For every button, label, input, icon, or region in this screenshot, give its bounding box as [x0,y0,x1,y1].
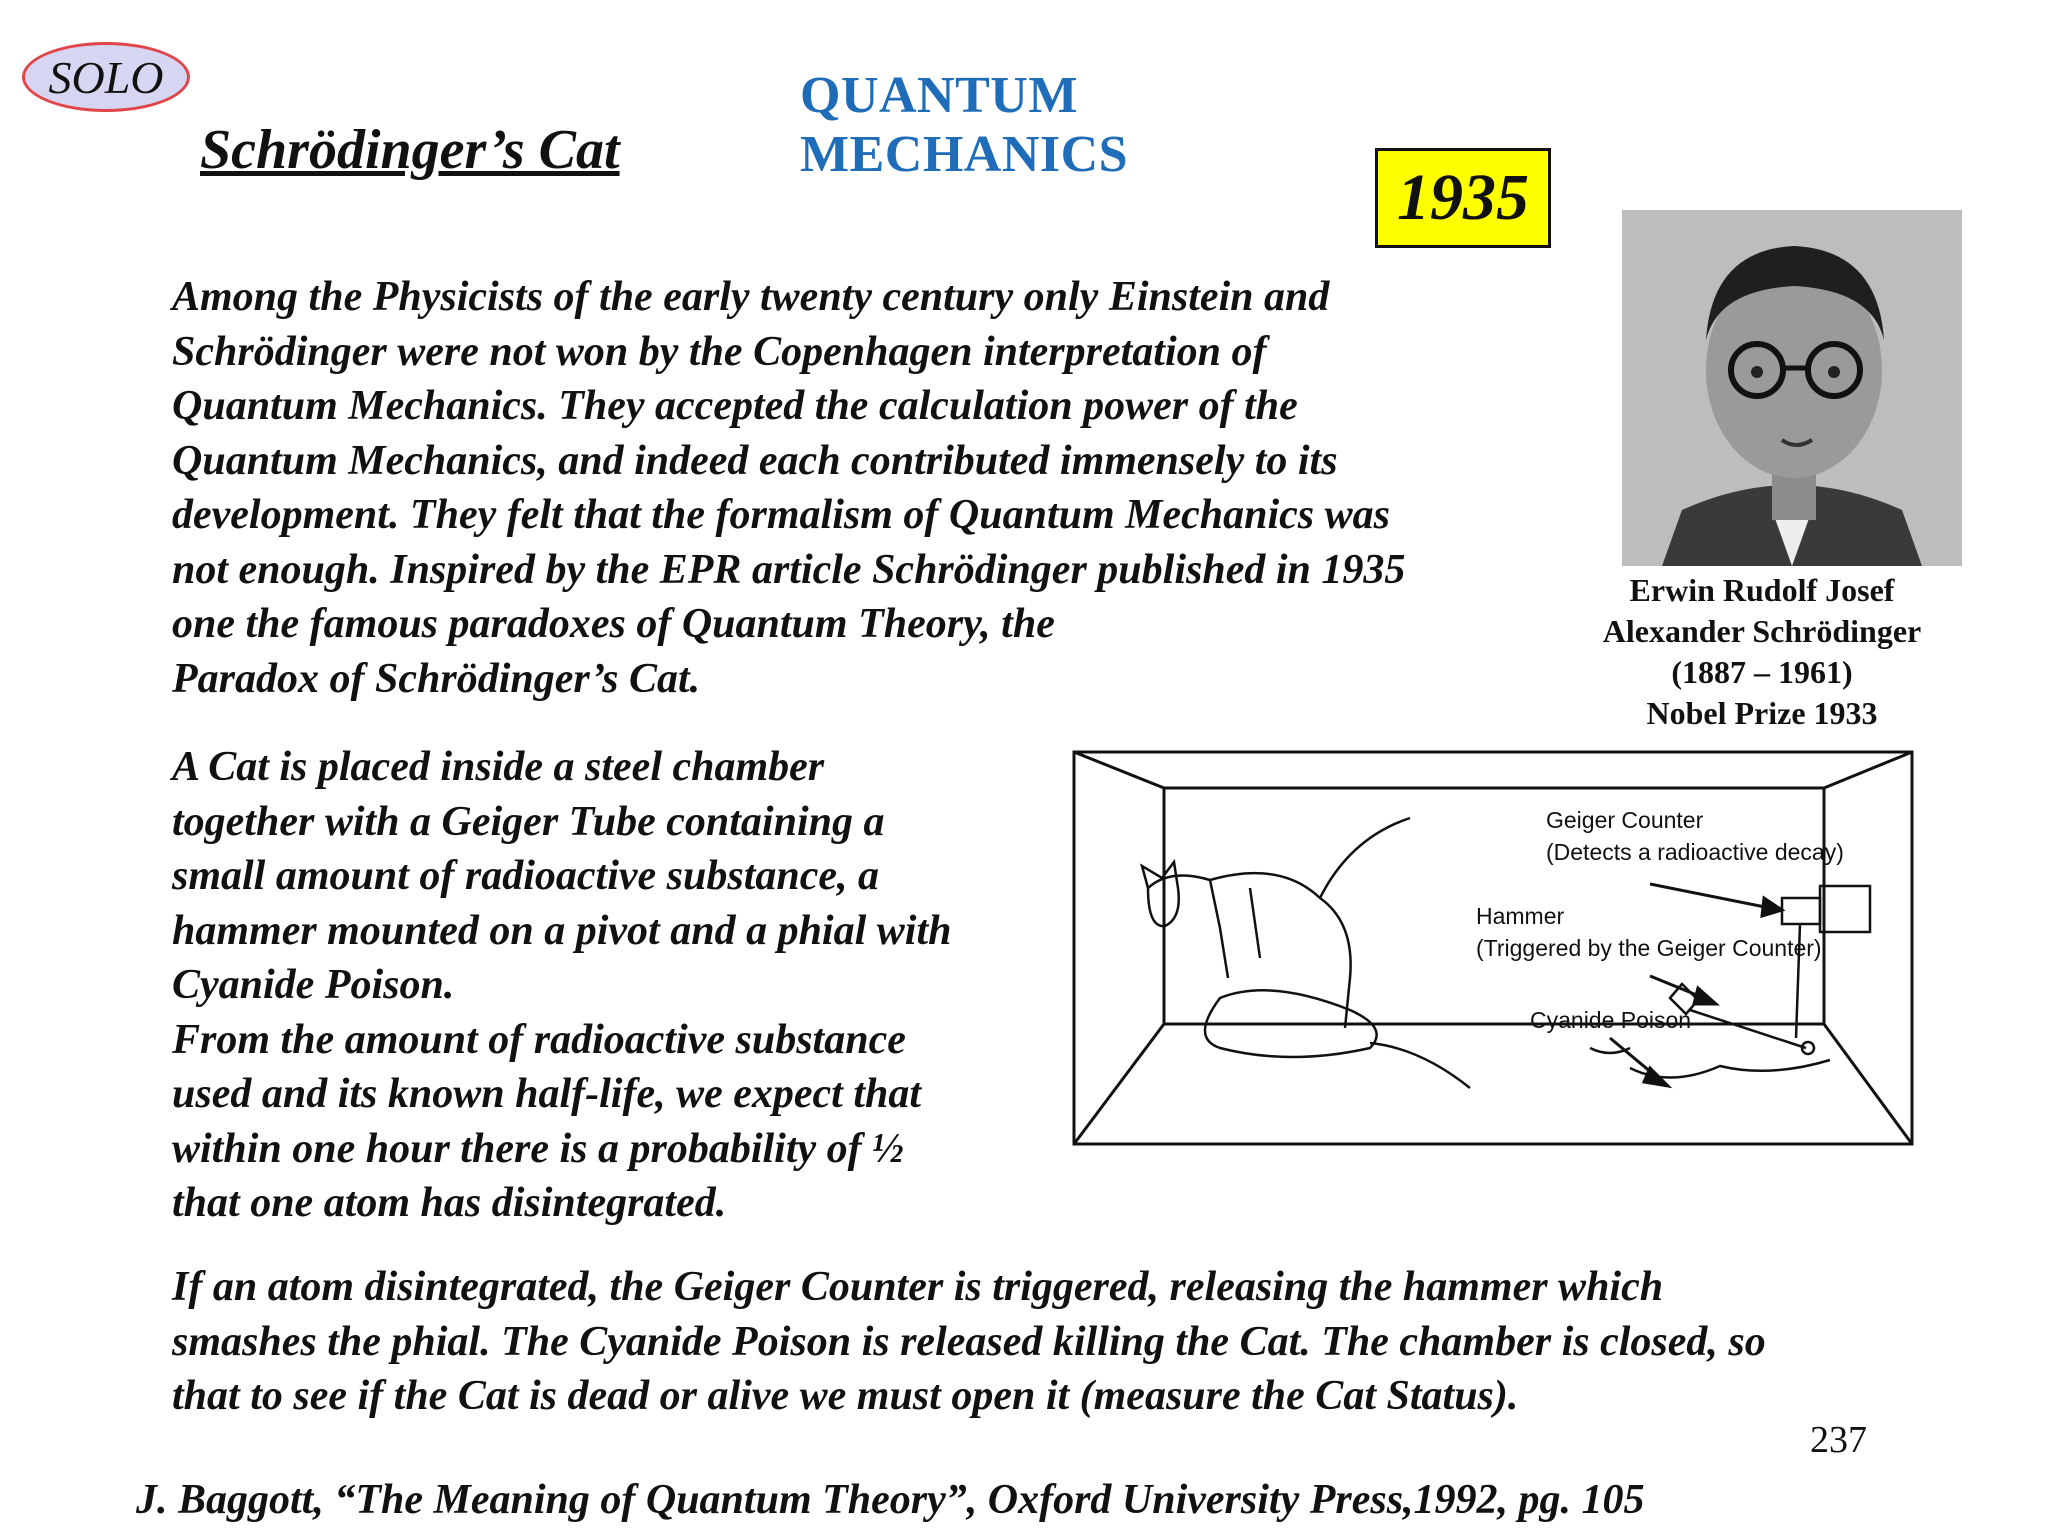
portrait-illustration [1622,210,1962,566]
section-header: QUANTUM MECHANICS [800,67,1129,183]
label-geiger-counter-note: (Detects a radioactive decay) [1546,839,1844,865]
apparatus-sketch [1590,886,1870,1078]
slide-title: Schrödinger’s Cat [200,119,620,181]
caption-line: (1887 – 1961) [1671,654,1853,690]
solo-logo [22,42,190,112]
caption-line: Erwin Rudolf Josef [1629,572,1895,608]
cat-chamber-diagram [1070,748,1916,1148]
label-hammer: Hammer [1476,903,1565,929]
logo-text: SOLO [48,51,164,103]
label-geiger-counter: Geiger Counter [1546,807,1704,833]
year-text: 1935 [1397,161,1529,234]
caption-line: Nobel Prize 1933 [1646,695,1878,731]
cat-sketch [1142,818,1470,1088]
caption-line: Alexander Schrödinger [1602,613,1922,649]
page-number: 237 [1810,1419,1867,1461]
year-badge [1375,148,1551,248]
reference-citation: J. Baggott, “The Meaning of Quantum Theory”, Oxford University Press,1992, pg. 105 [136,1477,1645,1523]
experiment-paragraph: A Cat is placed inside a steel chamber together with a Geiger Tube containing a small amount of radioactive substance, a hammer mounted on a pivot and a phial with Cyanide Poison. From the amount of radioactive substance used and its known half-life, we expect that within one hour there is a probability of ½ that one atom has disintegrated. [172,744,952,1226]
portrait-photo [1622,210,1962,566]
conclusion-paragraph: If an atom disintegrated, the Geiger Counter is triggered, releasing the hammer which smashes the phial. The Cyanide Poison is released killing the Cat. The chamber is closed, so that to see if the Cat is dead or alive we must open it (measure the Cat Status). [172,1264,1766,1419]
portrait-caption [1560,570,1964,734]
label-hammer-note: (Triggered by the Geiger Counter) [1476,935,1822,961]
label-cyanide-poison: Cyanide Poison [1530,1007,1692,1033]
intro-paragraph: Among the Physicists of the early twenty century only Einstein and Schrödinger were not won by the Copenhagen interpretation of Quantum Mechanics. They accepted the calculation power of the Quantum Mechanics, and indeed each contributed immensely to its development. They felt that the formalism of Quantum Mechanics was not enough. Inspired by the EPR article Schrödinger published in 1935 one the famous paradoxes of Quantum Theory, the Paradox of Schrödinger’s Cat. [172,274,1406,702]
